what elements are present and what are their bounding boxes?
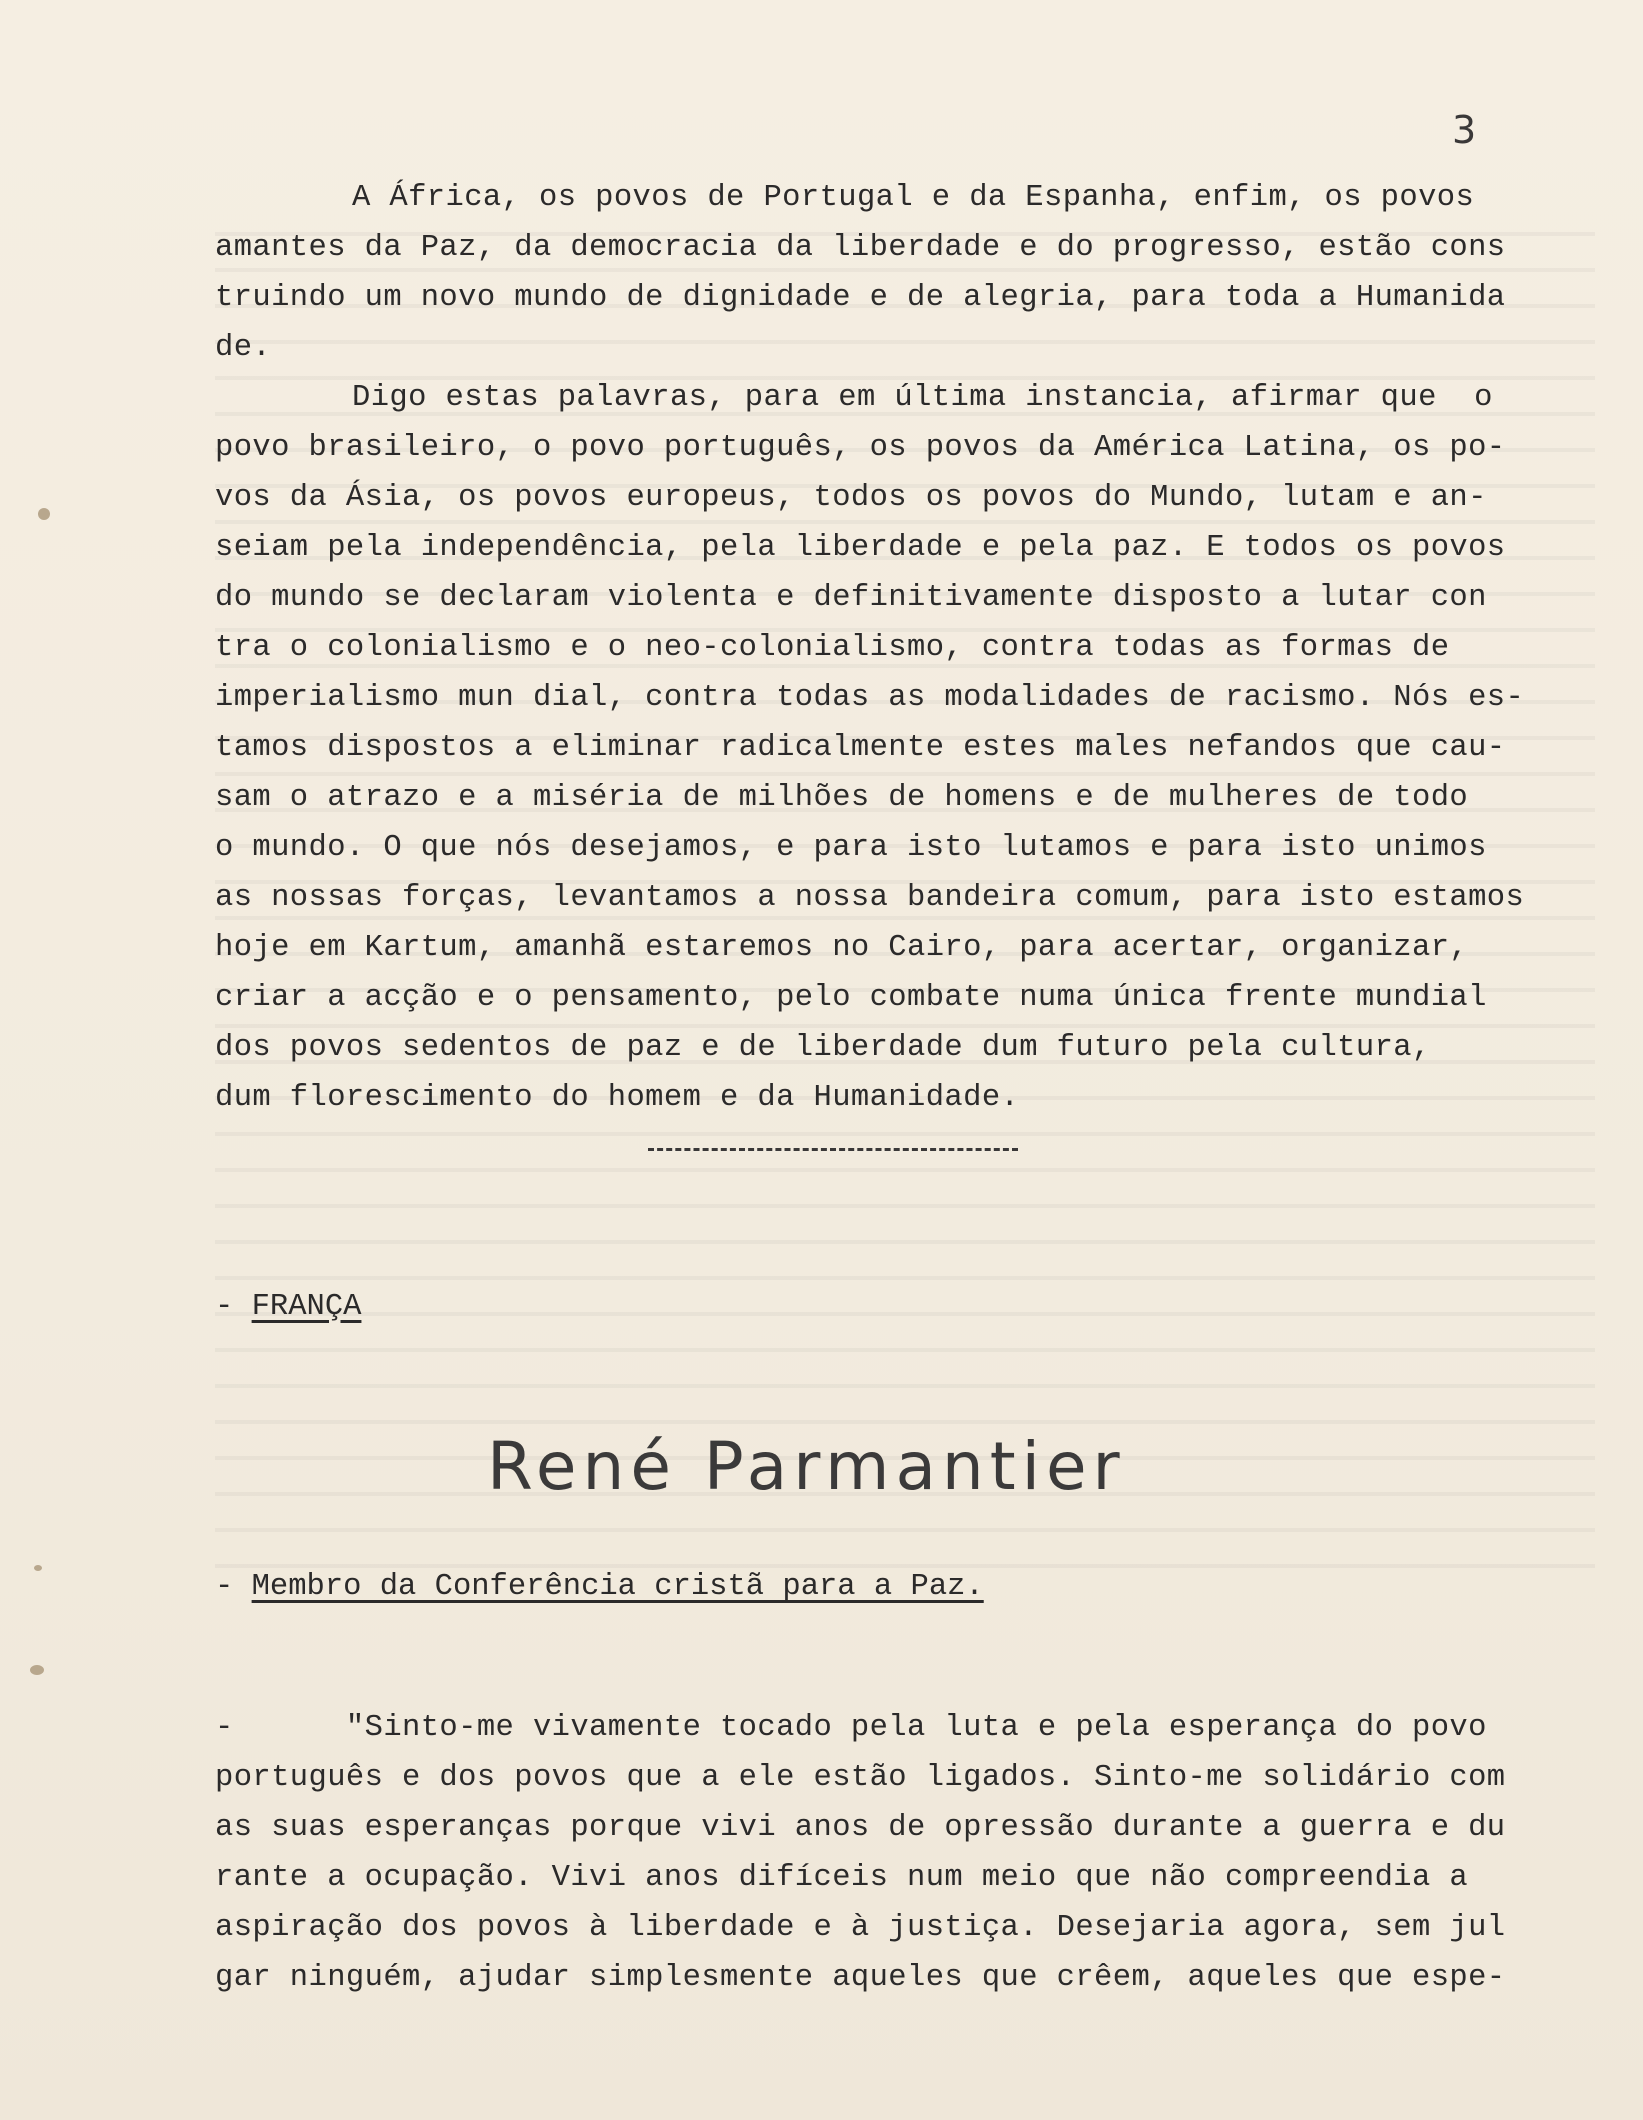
main-line: o mundo. O que nós desejamos, e para isto lutamos e para isto unimos <box>215 831 1487 865</box>
page-number: 3 <box>1452 108 1477 152</box>
main-line: vos da Ásia, os povos europeus, todos os povos do Mundo, lutam e an- <box>215 481 1487 515</box>
section-separator <box>648 1148 1018 1151</box>
intro-line: A África, os povos de Portugal e da Espanha, enfim, os povos <box>352 181 1475 215</box>
speaker-role-line <box>215 1570 984 1604</box>
paper-speck <box>30 1665 44 1675</box>
main-line: sam o atrazo e a miséria de milhões de homens e de mulheres de todo <box>215 781 1469 815</box>
main-line: as nossas forças, levantamos a nossa bandeira comum, para isto estamos <box>215 881 1525 915</box>
quote-line: gar ninguém, ajudar simplesmente aqueles que crêem, aqueles que espe- <box>215 1961 1506 1995</box>
paper-speck <box>38 508 50 520</box>
section-dash: - <box>215 1290 252 1324</box>
section-country: FRANÇA <box>251 1290 362 1324</box>
quote-line: português e dos povos que a ele estão ligados. Sinto-me solidário com <box>215 1761 1506 1795</box>
intro-line: de. <box>215 331 272 365</box>
main-line: dum florescimento do homem e da Humanidade. <box>215 1081 1020 1115</box>
main-line: tra o colonialismo e o neo-colonialismo, contra todas as formas de <box>215 631 1450 665</box>
quote-line: - "Sinto-me vivamente tocado pela luta e pela esperança do povo <box>215 1711 1487 1745</box>
section-heading <box>215 1290 361 1324</box>
main-line: seiam pela independência, pela liberdade e pela paz. E todos os povos <box>215 531 1506 565</box>
speaker-role: Membro da Conferência cristã para a Paz. <box>251 1570 984 1604</box>
intro-line: amantes da Paz, da democracia da liberdade e do progresso, estão cons <box>215 231 1506 265</box>
main-line: do mundo se declaram violenta e definitivamente disposto a lutar con <box>215 581 1487 615</box>
main-line: Digo estas palavras, para em última instancia, afirmar que o <box>352 381 1493 415</box>
paper-speck <box>34 1565 42 1571</box>
intro-line: truindo um novo mundo de dignidade e de alegria, para toda a Humanida <box>215 281 1506 315</box>
main-line: imperialismo mun dial, contra todas as modalidades de racismo. Nós es- <box>215 681 1525 715</box>
quote-line: rante a ocupação. Vivi anos difíceis num meio que não compreendia a <box>215 1861 1469 1895</box>
main-line: tamos dispostos a eliminar radicalmente estes males nefandos que cau- <box>215 731 1506 765</box>
speaker-name: René Parmantier <box>487 1428 1126 1505</box>
main-line: criar a acção e o pensamento, pelo combate numa única frente mundial <box>215 981 1487 1015</box>
main-line: dos povos sedentos de paz e de liberdade dum futuro pela cultura, <box>215 1031 1431 1065</box>
main-line: povo brasileiro, o povo português, os povos da América Latina, os po- <box>215 431 1506 465</box>
speaker-role-dash: - <box>215 1570 252 1604</box>
quote-line: as suas esperanças porque vivi anos de opressão durante a guerra e du <box>215 1811 1506 1845</box>
quote-line: aspiração dos povos à liberdade e à justiça. Desejaria agora, sem jul <box>215 1911 1506 1945</box>
main-line: hoje em Kartum, amanhã estaremos no Cairo, para acertar, organizar, <box>215 931 1469 965</box>
